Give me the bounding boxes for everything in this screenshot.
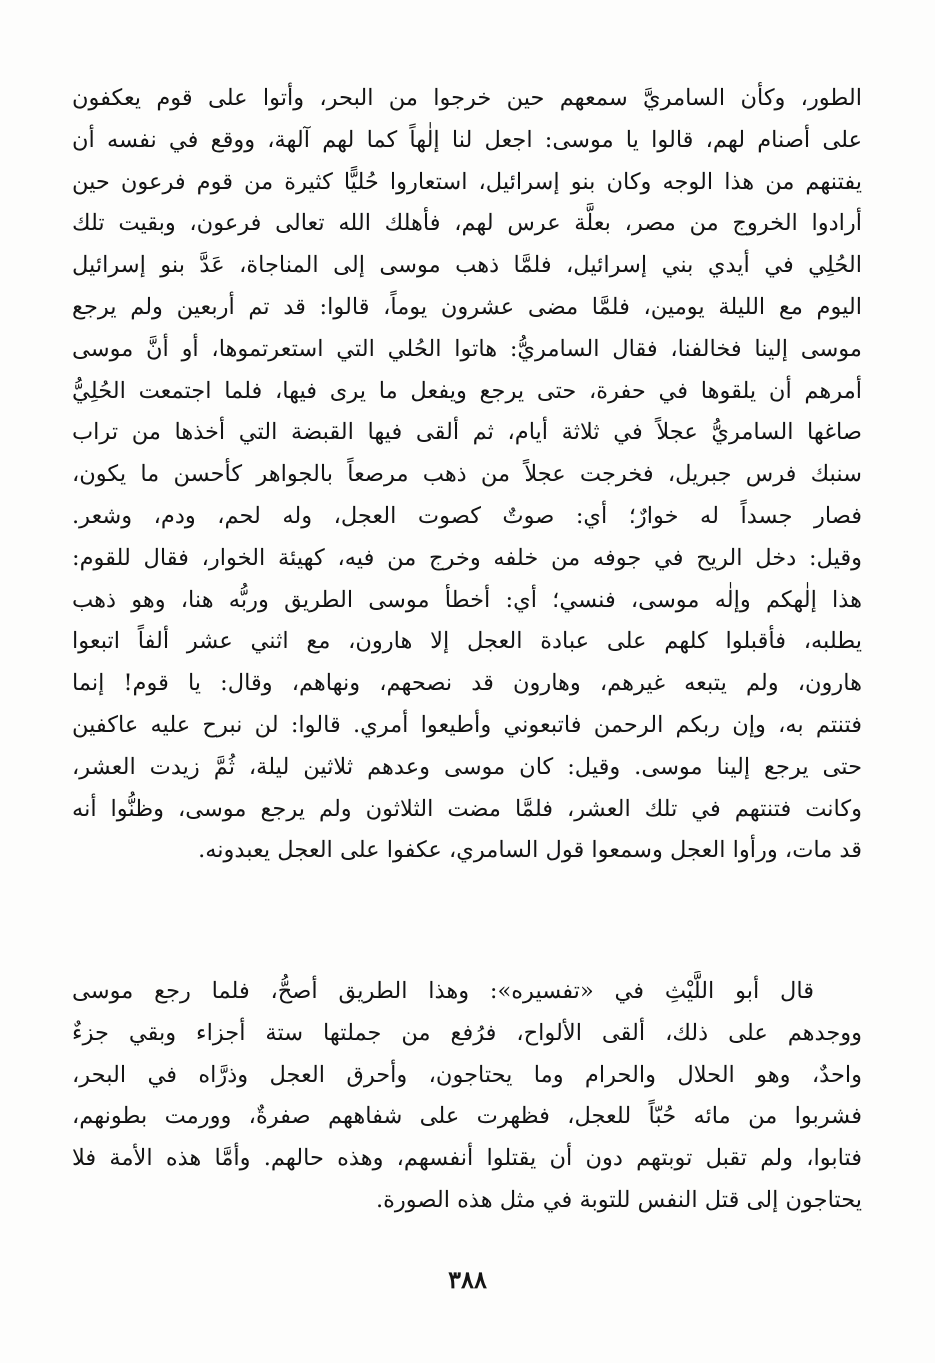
page-number: ٣٨٨ — [448, 1265, 487, 1294]
text-line: صاغها السامريُّ عجلاً في ثلاثة أيام، ثم ألقى فيها القبضة التي أخذها من تراب — [72, 419, 862, 446]
paragraph-1 — [72, 78, 862, 872]
text-line: فتنتم به، وإن ربكم الرحمن فاتبعوني وأطيعوا أمري. قالوا: لن نبرح عليه عاكفين — [72, 711, 862, 738]
text-line: الحُلِي في أيدي بني إسرائيل، فلمَّا ذهب موسى إلى المناجاة، عَدَّ بنو إسرائيل — [72, 252, 862, 279]
text-line: فصار جسداً له خوارٌ؛ أي: صوتٌ كصوت العجل، وله لحم، ودم، وشعر. — [72, 502, 862, 529]
paragraph-2 — [72, 971, 862, 1222]
text-line: وكانت فتنتهم في تلك العشر، فلمَّا مضت الثلاثون ولم يرجع موسى، وظنُّوا أنه — [72, 795, 862, 822]
text-line: قد مات، ورأوا العجل وسمعوا قول السامري، عكفوا على العجل يعبدونه. — [198, 837, 862, 864]
text-line: على أصنام لهم، قالوا يا موسى: اجعل لنا إلٰهاً كما لهم آلهة، ووقع في نفسه أن — [72, 126, 862, 153]
text-line: سنبك فرس جبريل، فخرجت عجلاً من ذهب مرصعاً بالجواهر كأحسن ما يكون، — [72, 461, 862, 488]
text-line: موسى إلينا فخالفنا، فقال السامريُّ: هاتوا الحُلي التي استعرتموها، أو أنَّ موسى — [72, 335, 862, 362]
text-line: حتى يرجع إلينا موسى. وقيل: كان موسى وعدهم ثلاثين ليلة، ثُمَّ زيدت العشر، — [72, 753, 862, 780]
text-line: أمرهم أن يلقوها في حفرة، حتى يرجع ويفعل ما يرى فيها، فلما اجتمعت الحُلِيُّ — [72, 377, 862, 404]
text-line: فتابوا، ولم تقبل توبتهم دون أن يقتلوا أنفسهم، وهذه حالهم. وأمَّا هذه الأمة فلا — [72, 1145, 862, 1172]
text-line: اليوم مع الليلة يومين، فلمَّا مضى عشرون يوماً، قالوا: قد تم أربعين ولم يرجع — [72, 293, 862, 320]
text-line: فشربوا من مائه حُبّاً للعجل، فظهرت على شفاههم صفرةٌ، وورمت بطونهم، — [72, 1103, 862, 1130]
text-line: ووجدهم على ذلك، ألقى الألواح، فرُفع من جملتها ستة أجزاء وبقي جزءٌ — [72, 1019, 862, 1046]
text-line: هارون، ولم يتبعه غيرهم، وهارون قد نصحهم، ونهاهم، وقال: يا قوم! إنما — [72, 670, 862, 697]
text-line: يفتنهم من هذا الوجه وكان بنو إسرائيل، استعاروا حُليًّا كثيرة من قوم فرعون حين — [72, 168, 862, 195]
text-line: الطور، وكأن السامريَّ سمعهم حين خرجوا من البحر، وأتوا على قوم يعكفون — [72, 85, 862, 111]
text-line: يحتاجون إلى قتل النفس للتوبة في مثل هذه الصورة. — [375, 1186, 862, 1213]
text-line: يطلبه، فأقبلوا كلهم على عبادة العجل إلا هارون، مع اثني عشر ألفاً اتبعوا — [72, 628, 862, 655]
text-line: واحدٌ، وهو الحلال والحرام وما يحتاجون، وأحرق العجل وذرَّاه في البحر، — [72, 1061, 862, 1088]
text-line: أرادوا الخروج من مصر، بعلَّة عرس لهم، فأهلك الله تعالى فرعون، وبقيت تلك — [72, 210, 862, 237]
text-line: هذا إلٰهكم وإلٰه موسى، فنسي؛ أي: أخطأ موسى الطريق وربُّه هنا، وهو ذهب — [72, 586, 862, 613]
text-line: قال أبو اللَّيْثِ في «تفسيره»: وهذا الطريق أصحُّ، فلما رجع موسى — [72, 978, 814, 1004]
text-line: وقيل: دخل الريح في جوفه من خلفه وخرج من فيه، كهيئة الخوار، فقال للقوم: — [72, 544, 862, 571]
